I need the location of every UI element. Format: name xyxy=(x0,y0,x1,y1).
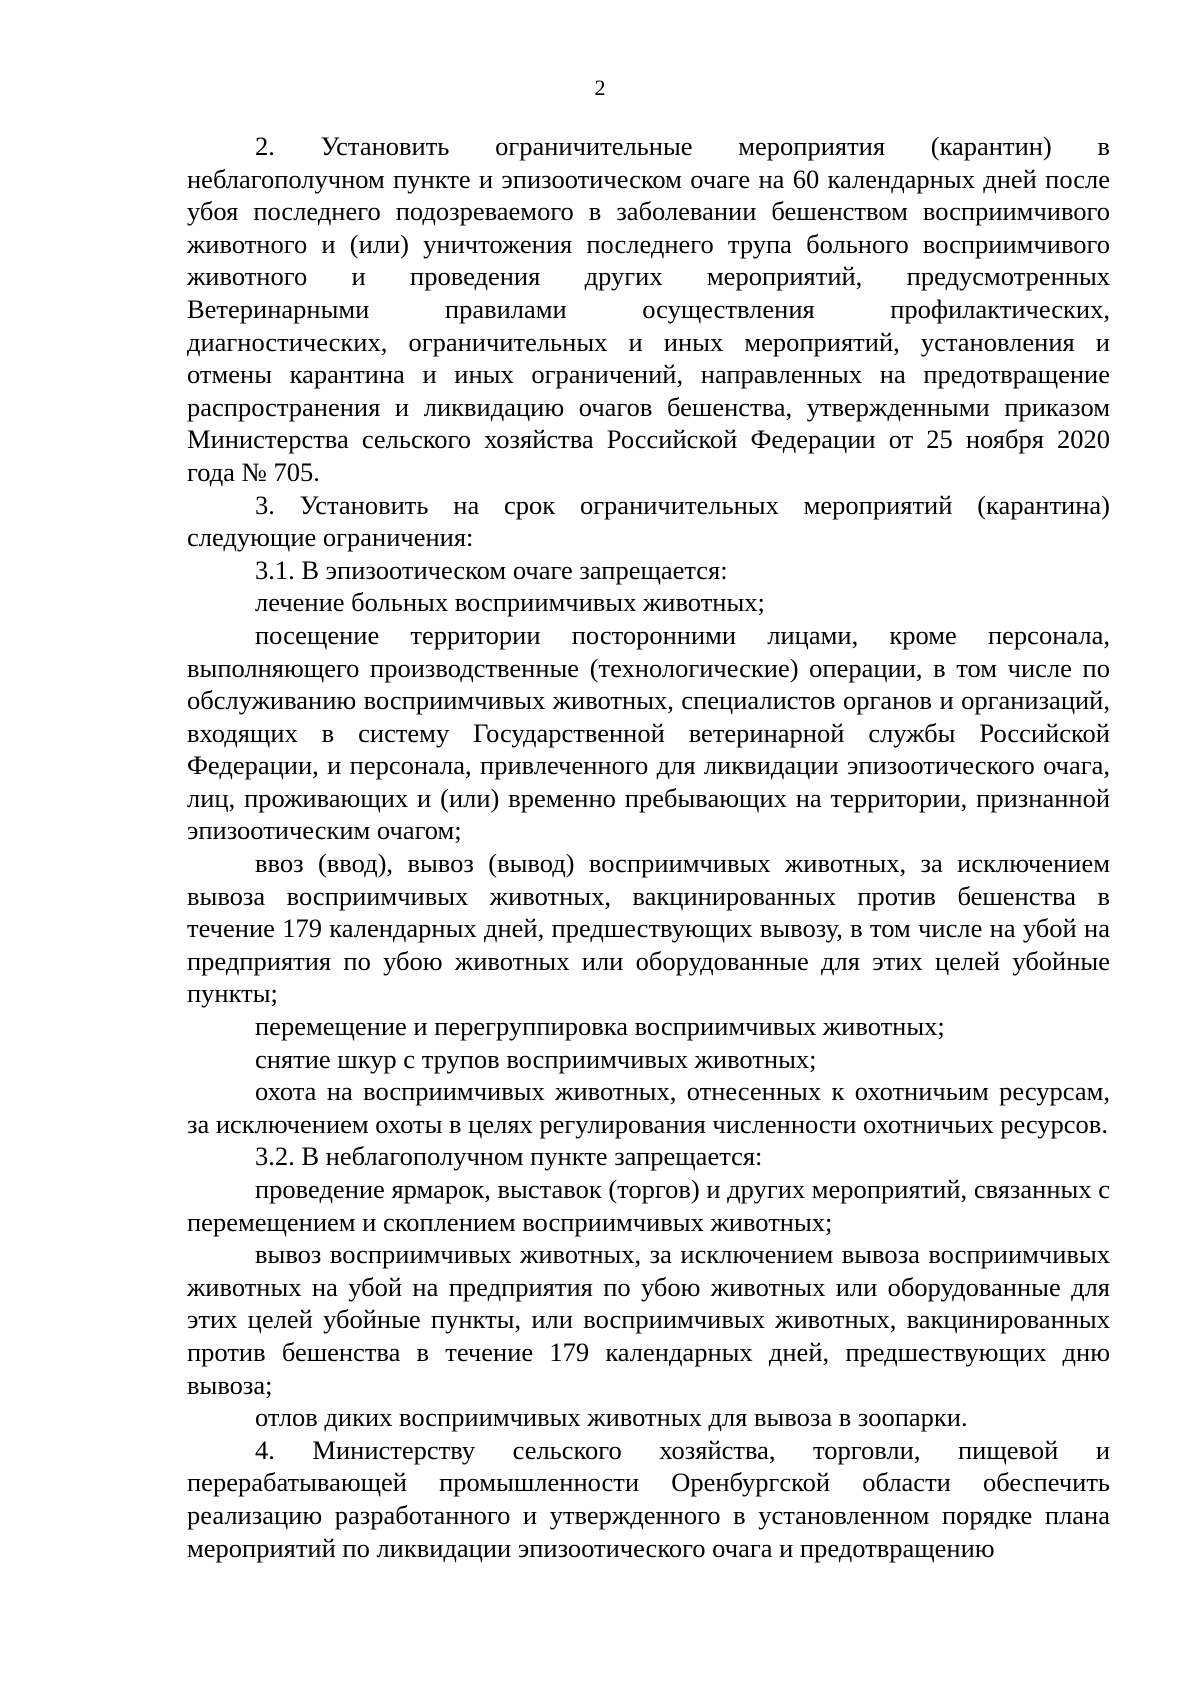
restriction-fairs: проведение ярмарок, выставок (торгов) и других мероприятий, связанных с перемещением и скоплением восприимчивых животных; xyxy=(187,1174,1110,1237)
paragraph-item-4: 4. Министерству сельского хозяйства, торговли, пищевой и перерабатывающей промышленности Оренбургской области обеспечить реализацию разработанного и утвержденного в установленном порядке плана мероприятий по ликвидации эпизоотического очага и предотвращению xyxy=(187,1434,1110,1563)
paragraph-item-2: 2. Установить ограничительные мероприятия (карантин) в неблагополучном пункте и эпизоотическом очаге на 60 календарных дней после убоя последнего подозреваемого в заболевании бешенством восприимчивого животного и (или) уничтожения последнего трупа больного восприимчивого животного и проведения других мероприятий, предусмотренных Ветеринарными правилами осуществления профилактических, диагностических, ограничительных и иных мероприятий, установления и отмены карантина и иных ограничений, направленных на предотвращение распространения и ликвидацию очагов бешенства, утвержденными приказом Министерства сельского хозяйства Российской Федерации от 25 ноября 2020 года № 705. xyxy=(187,131,1110,487)
restriction-animal-export: вывоз восприимчивых животных, за исключением вывоза восприимчивых животных на убой на предприятия по убою животных или оборудованные для этих целей убойные пункты, или восприимчивых животных, вакцинированных против бешенства в течение 179 календарных дней, предшествующих дню вывоза; xyxy=(187,1239,1110,1400)
restriction-visiting: посещение территории посторонними лицами, кроме персонала, выполняющего производственные (технологические) операции, в том числе по обслуживанию восприимчивых животных, специалистов органов и организаций, входящих в систему Государственной ветеринарной службы Российской Федерации, и персонала, привлеченного для ликвидации эпизоотического очага, лиц, проживающих и (или) временно пребывающих на территории, признанной эпизоотическим очагом; xyxy=(187,619,1110,846)
document-body xyxy=(187,130,1110,1564)
paragraph-item-3: 3. Установить на срок ограничительных мероприятий (карантина) следующие ограничения: xyxy=(187,489,1110,553)
restriction-regrouping: перемещение и перегруппировка восприимчивых животных; xyxy=(255,1011,945,1042)
restriction-skinning: снятие шкур с трупов восприимчивых животных; xyxy=(255,1043,817,1074)
restriction-import-export: ввоз (ввод), вывоз (вывод) восприимчивых животных, за исключением вывоза восприимчивых животных, вакцинированных против бешенства в течение 179 календарных дней, предшествующих вывозу, в том числе на убой на предприятия по убою животных или оборудованные для этих целей убойные пункты; xyxy=(187,848,1110,1009)
restriction-treatment: лечение больных восприимчивых животных; xyxy=(255,587,765,618)
page-number: 2 xyxy=(594,75,606,100)
paragraph-subitem-3-1: 3.1. В эпизоотическом очаге запрещается: xyxy=(255,554,728,585)
restriction-hunting: охота на восприимчивых животных, отнесенных к охотничьим ресурсам, за исключением охоты в целях регулирования численности охотничьих ресурсов. xyxy=(187,1076,1110,1139)
restriction-wild-capture: отлов диких восприимчивых животных для вывоза в зоопарки. xyxy=(255,1402,968,1433)
paragraph-subitem-3-2: 3.2. В неблагополучном пункте запрещается: xyxy=(255,1141,763,1172)
